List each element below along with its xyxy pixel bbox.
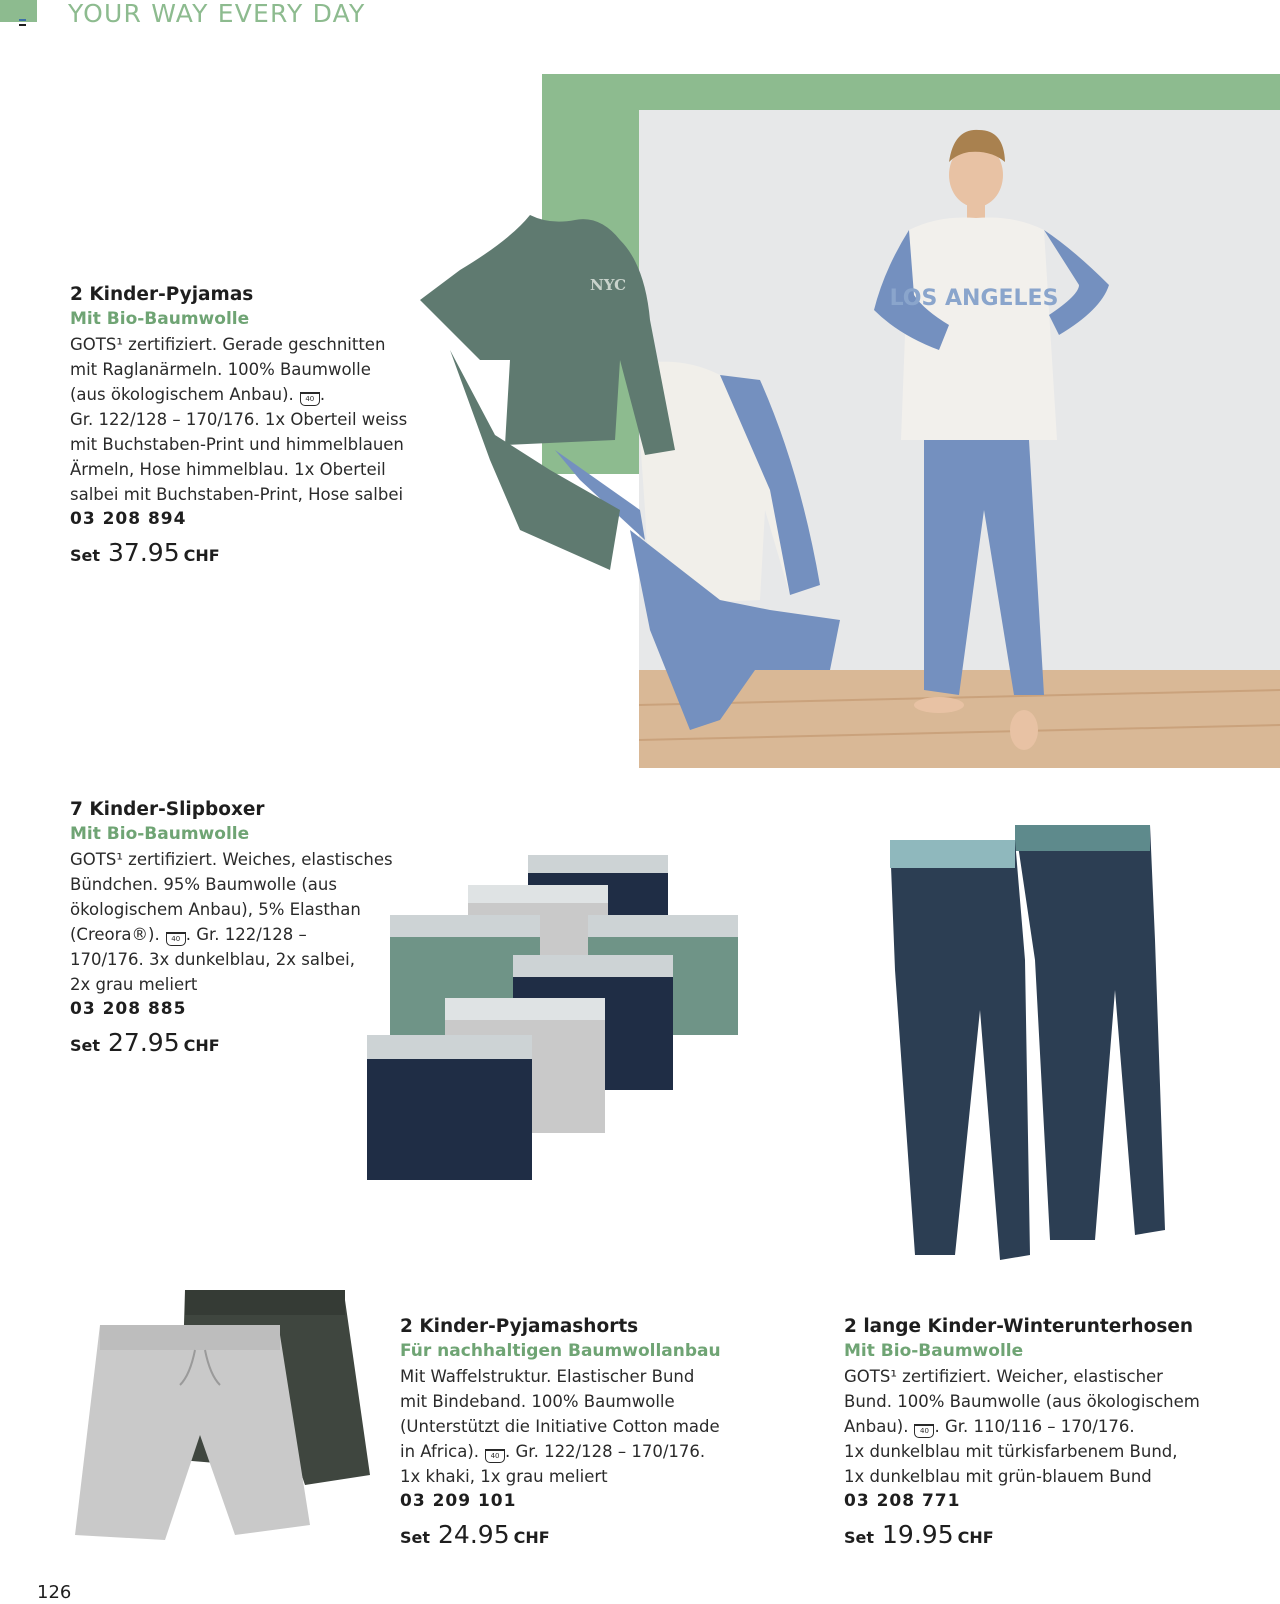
pyjama-shorts-image <box>70 1285 380 1555</box>
article-number: 03 208 771 <box>844 1491 961 1511</box>
product-subtitle: Für nachhaltigen Baumwollanbau <box>400 1341 721 1361</box>
wash-40-icon: 40 <box>166 932 186 946</box>
shirt-print: NYC <box>590 276 627 294</box>
price: Set 37.95 CHF <box>70 538 220 567</box>
product-subtitle: Mit Bio-Baumwolle <box>844 1341 1024 1361</box>
product-description: Mit Waffelstruktur. Elastischer Bund mit Bindeband. 100% Baumwolle (Unterstützt die Initiative Cotton made in Africa). 40 . Gr. 122/128 – 170/176. 1x khaki, 1x grau meliert <box>400 1367 720 1486</box>
product-subtitle: Mit Bio-Baumwolle <box>70 824 250 844</box>
product-kinder-pyjamashorts <box>400 1314 740 1553</box>
article-number: 03 208 885 <box>70 999 187 1019</box>
product-title: 7 Kinder-Slipboxer <box>70 799 265 820</box>
header-tab <box>0 0 37 22</box>
wash-40-icon: 40 <box>914 1424 934 1438</box>
header-mark <box>19 19 26 21</box>
svg-text:LOS ANGELES: LOS ANGELES <box>889 286 1059 311</box>
boxer-shorts-image <box>345 850 755 1190</box>
product-subtitle: Mit Bio-Baumwolle <box>70 309 250 329</box>
long-underpants-image <box>875 810 1185 1270</box>
pyjama-flatlay-image <box>420 210 850 740</box>
decorative-green-band <box>542 74 1280 110</box>
wash-40-icon: 40 <box>485 1449 505 1463</box>
product-description: GOTS¹ zertifiziert. Weicher, elastischer Bund. 100% Baumwolle (aus ökologischem Anbau). 40 . Gr. 110/116 – 170/176. 1x dunkelblau mit türkisfarbenem Bund, 1x dunkelblau mit grün-blauem Bund <box>844 1367 1200 1486</box>
product-kinder-winterunterhosen <box>844 1314 1234 1553</box>
article-number: 03 208 894 <box>70 509 187 529</box>
product-title: 2 Kinder-Pyjamas <box>70 284 254 305</box>
header-mark <box>19 24 26 26</box>
header-title: YOUR WAY EVERY DAY <box>68 0 366 28</box>
price: Set 24.95 CHF <box>400 1520 550 1549</box>
product-title: 2 lange Kinder-Winterunterhosen <box>844 1316 1194 1337</box>
page-number: 126 <box>37 1582 72 1603</box>
product-kinder-slipboxer <box>70 797 400 1061</box>
product-description: GOTS¹ zertifiziert. Weiches, elastisches Bündchen. 95% Baumwolle (aus ökologischem Anbau), 5% Elasthan (Creora®). 40 . Gr. 122/128 – 170/176. 3x dunkelblau, 2x salbei, 2x grau meliert <box>70 850 393 994</box>
wash-40-icon: 40 <box>300 392 320 406</box>
product-title: 2 Kinder-Pyjamashorts <box>400 1316 639 1337</box>
product-description: GOTS¹ zertifiziert. Gerade geschnitten mit Raglanärmeln. 100% Baumwolle (aus ökologischem Anbau). 40 . Gr. 122/128 – 170/176. 1x Oberteil weiss mit Buchstaben-Print und himmelblauen Ärmeln, Hose himmelblau. 1x Oberteil salbei mit Buchstaben-Print, Hose salbei <box>70 335 408 504</box>
product-kinder-pyjamas <box>70 282 420 571</box>
price: Set 27.95 CHF <box>70 1028 220 1057</box>
article-number: 03 209 101 <box>400 1491 517 1511</box>
price: Set 19.95 CHF <box>844 1520 994 1549</box>
